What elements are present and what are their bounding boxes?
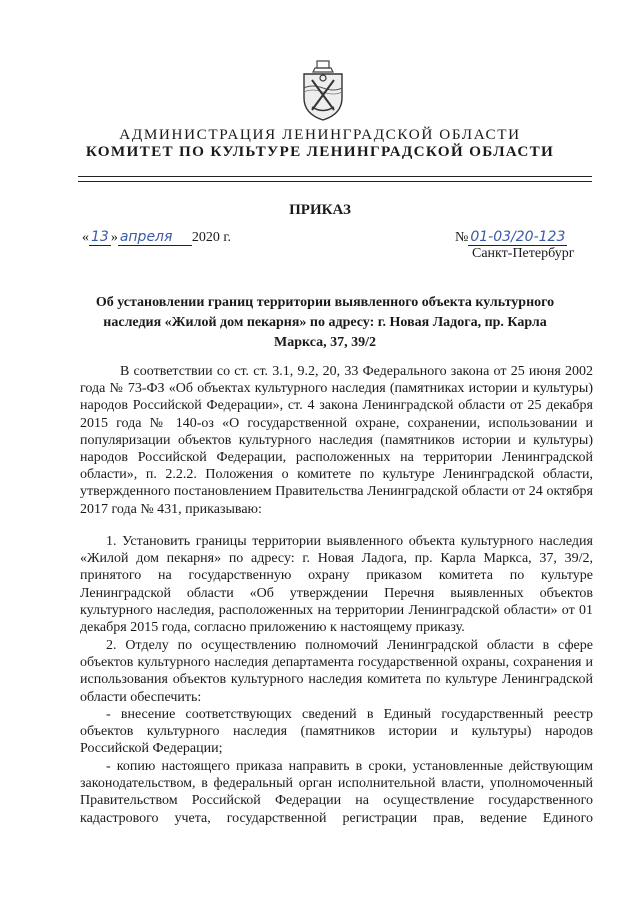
organization-name: АДМИНИСТРАЦИЯ ЛЕНИНГРАДСКОЙ ОБЛАСТИ xyxy=(119,126,521,143)
date-month: апреля xyxy=(118,229,192,246)
order-item-2: 2. Отделу по осуществлению полномочий Ленинградской области в сфере объектов культурного наследия департамента государственной охраны, сохранения и использования объектов культурного наследия комитета по культуре Ленинградской области обеспечить: xyxy=(80,638,593,705)
date-day: 13 xyxy=(91,229,109,245)
header-divider xyxy=(78,176,592,177)
date-year: 2020 г. xyxy=(191,230,231,245)
number-value: 01-03/20-123 xyxy=(470,229,566,245)
coat-of-arms-icon xyxy=(300,60,346,122)
order-item-1: 1. Установить границы территории выявленного объекта культурного наследия «Жилой дом пекарня» по адресу: г. Новая Ладога, пр. Карла Маркса, 37, 39/2, принятого на государственную охрану приказом комитета по культуре Ленинградской области «Об утверждении Перечня выявленных объектов культурного наследия, расположенных на территории Ленинградской области» от 01 декабря 2015 года, согласно приложению к настоящему приказу. xyxy=(80,534,593,636)
order-item-2a: - внесение соответствующих сведений в Единый государственный реестр объектов культурного наследия (памятников истории и культуры) народов Российской Федерации; xyxy=(80,707,593,757)
document-subject: Об установлении границ территории выявленного объекта культурного наследия «Жилой дом пекарня» по адресу: г. Новая Ладога, пр. Карла Маркса, 37, 39/2 xyxy=(95,295,555,350)
header-divider-thin xyxy=(78,181,592,182)
committee-name: КОМИТЕТ ПО КУЛЬТУРЕ ЛЕНИНГРАДСКОЙ ОБЛАСТИ xyxy=(85,143,555,160)
document-type: ПРИКАЗ xyxy=(289,202,351,218)
document-date: « 13 » апреля 2020 г. xyxy=(82,229,231,245)
order-item-2b: - копию настоящего приказа направить в сроки, установленные действующим законодательством, в федеральный орган исполнительной власти, уполномоченный Правительством Российской Федерации на осуществление государственного кадастрового учета, государственной регистрации прав, ведение Единого xyxy=(80,759,593,826)
document-number: № 01-03/20-123 xyxy=(455,229,566,245)
preamble-paragraph: В соответствии со ст. ст. 3.1, 9.2, 20, 33 Федерального закона от 25 июня 2002 года № 73-ФЗ «Об объектах культурного наследия (памятниках истории и культуры) народов Российской Федерации», ст. 4 закона Ленинградской области от 25 декабря 2015 года № 140-оз «О государственной охране, сохранении, использовании и популяризации объектов культурного наследия (памятников истории и культуры) народов Российской Федерации, расположенных на территории Ленинградской области», п. 2.2.2. Положения о комитете по культуре Ленинградской области, утвержденного постановлением Правительства Ленинградской области от 24 октября 2017 года № 431, приказываю: xyxy=(80,364,593,517)
document-city: Санкт-Петербург xyxy=(472,246,575,261)
